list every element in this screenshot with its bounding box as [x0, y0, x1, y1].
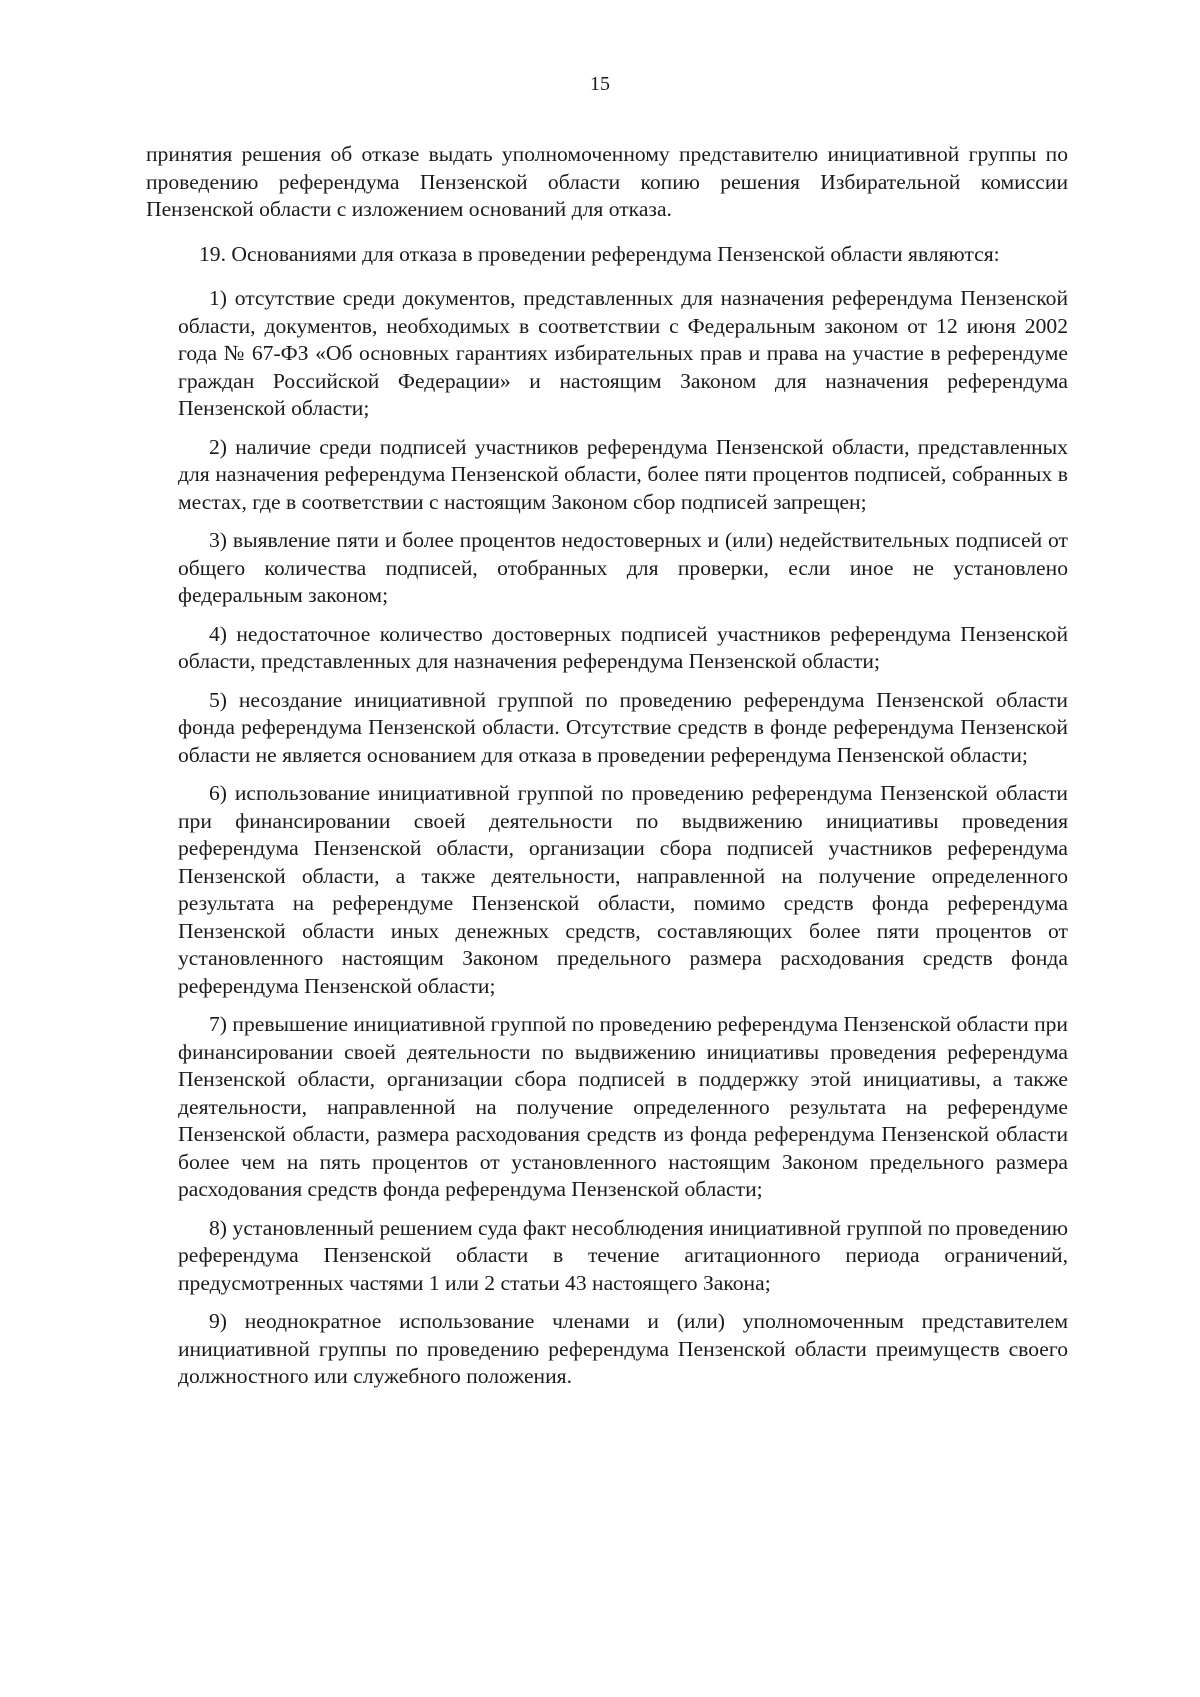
list-item: 1) отсутствие среди документов, представленных для назначения референдума Пензенской области, документов, необходимых в соответствии с Федеральным законом от 12 июня 2002 года № 67-ФЗ «Об основных гарантиях избирательных прав и права на участие в референдуме граждан Российской Федерации» и настоящим Законом для назначения референдума Пензенской области; — [178, 286, 1068, 420]
list-item: 9) неоднократное использование членами и (или) уполномоченным представителем инициативной группы по проведению референдума Пензенской области преимуществ своего должностного или служебного положения. — [178, 1309, 1068, 1388]
list-item: 7) превышение инициативной группой по проведению референдума Пензенской области при финансировании своей деятельности по выдвижению инициативы проведения референдума Пензенской области, организации сбора подписей в поддержку этой инициативы, а также деятельности, направленной на получение определенного результата на референдуме Пензенской области, размера расходования средств из фонда референдума Пензенской области более чем на пять процентов от установленного настоящим Законом предельного размера расходования средств фонда референдума Пензенской области; — [178, 1012, 1068, 1201]
intro-paragraph: принятия решения об отказе выдать уполномоченному представителю инициативной группы по проведению референдума Пензенской области копию решения Избирательной комиссии Пензенской области с изложением оснований для отказа. — [146, 142, 1068, 221]
document-body — [146, 141, 1068, 1402]
list-item: 4) недостаточное количество достоверных подписей участников референдума Пензенской области, представленных для назначения референдума Пензенской области; — [178, 621, 1068, 673]
list-item: 5) несоздание инициативной группой по проведению референдума Пензенской области фонда референдума Пензенской области. Отсутствие средств в фонде референдума Пензенской области не является основанием для отказа в проведении референдума Пензенской области; — [178, 687, 1068, 767]
list-item: 2) наличие среди подписей участников референдума Пензенской области, представленных для назначения референдума Пензенской области, более пяти процентов подписей, собранных в местах, где в соответствии с настоящим Законом сбор подписей запрещен; — [178, 434, 1068, 514]
list-item: 6) использование инициативной группой по проведению референдума Пензенской области при финансировании своей деятельности по выдвижению инициативы проведения референдума Пензенской области, организации сбора подписей участников референдума Пензенской области, а также деятельности, направленной на получение определенного результата на референдуме Пензенской области, помимо средств фонда референдума Пензенской области иных денежных средств, составляющих более пяти процентов от установленного настоящим Законом предельного размера расходования средств фонда референдума Пензенской области; — [178, 781, 1068, 998]
list-item: 3) выявление пяти и более процентов недостоверных и (или) недействительных подписей от общего количества подписей, отобранных для проверки, если иное не установлено федеральным законом; — [178, 528, 1068, 607]
grounds-list — [178, 285, 1068, 1391]
page-number: 15 — [590, 73, 610, 95]
section-19-heading: 19. Основаниями для отказа в проведении референдума Пензенской области являются: — [199, 241, 1000, 266]
list-item: 8) установленный решением суда факт несоблюдения инициативной группой по проведению референдума Пензенской области в течение агитационного периода ограничений, предусмотренных частями 1 или 2 статьи 43 настоящего Закона; — [178, 1215, 1068, 1295]
